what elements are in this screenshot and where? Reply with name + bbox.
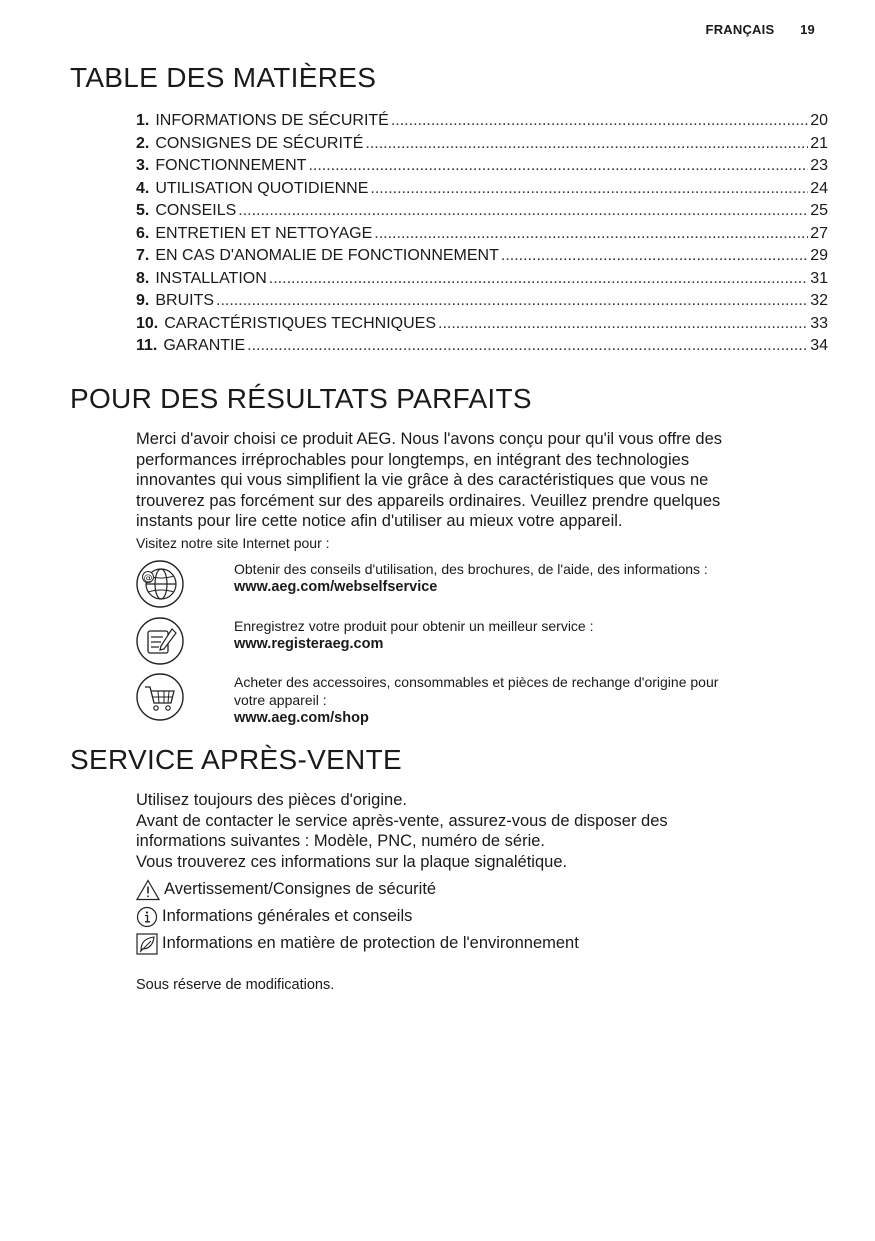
leaf-icon [136,933,158,955]
toc-title: BRUITS [155,292,215,309]
link-description: Obtenir des conseils d'utilisation, des brochures, de l'aide, des informations : [234,561,708,577]
service-section [136,790,826,993]
toc-title: ENTRETIEN ET NETTOYAGE [155,224,373,242]
toc-page: 27 [810,224,828,242]
toc-title: CARACTÉRISTIQUES TECHNIQUES [164,314,436,332]
info-icon [136,906,158,928]
toc-leader [438,313,808,336]
visit-text: Visitez notre site Internet pour : [136,534,330,551]
toc-leader [247,335,808,358]
toc-row[interactable] [136,178,828,201]
warning-icon [136,879,160,901]
legend-info [136,903,826,930]
toc-row[interactable] [136,290,828,313]
svg-text:@: @ [143,573,153,584]
toc-row[interactable] [136,155,828,178]
toc-page: 23 [810,157,828,174]
toc-page: 25 [810,202,828,219]
toc-row[interactable] [136,223,828,246]
legend-text: Informations générales et conseils [162,907,413,925]
toc-page: 29 [810,247,828,264]
results-section [136,429,826,726]
toc-leader [365,133,808,156]
service-heading: SERVICE APRÈS-VENTE [70,744,402,775]
modification-note: Sous réserve de modifications. [136,977,335,993]
intro-line: performances irréprochables pour longtemps, en intégrant des technologies [136,450,690,469]
toc-number: 4. [136,179,150,197]
toc-title: EN CAS D'ANOMALIE DE FONCTIONNEMENT [155,247,499,264]
toc-page: 34 [810,337,828,354]
link-url[interactable]: www.aeg.com/shop [234,710,369,726]
link-text-block [234,617,824,653]
toc-page: 20 [810,112,828,129]
toc-leader [308,155,808,178]
toc-number: 8. [136,269,150,287]
intro-paragraph [136,429,826,532]
toc-page: 21 [810,134,828,152]
toc-number: 3. [136,157,150,174]
language-label: FRANÇAIS [705,22,775,37]
toc-page: 31 [810,269,828,287]
intro-line: Merci d'avoir choisi ce produit AEG. Nous l'avons conçu pour qu'il vous offre des [136,430,723,448]
toc-leader [269,268,808,291]
intro-line: innovantes qui vous simplifient la vie grâce à des caractéristiques que vous ne [136,471,709,489]
legend-text: Avertissement/Consignes de sécurité [164,880,437,898]
toc-leader [501,245,808,268]
register-icon [136,617,184,665]
toc-number: 1. [136,112,150,129]
toc-row[interactable] [136,313,828,336]
service-line: Vous trouverez ces informations sur la plaque signalétique. [136,852,568,871]
globe-icon [136,560,184,608]
toc-number: 7. [136,247,150,264]
toc-page: 33 [810,314,828,332]
results-heading: POUR DES RÉSULTATS PARFAITS [70,383,532,414]
link-description: votre appareil : [234,692,327,708]
intro-line: instants pour lire cette notice afin d'utiliser au mieux votre appareil. [136,512,623,530]
toc-row[interactable] [136,133,828,156]
toc-number: 2. [136,134,150,152]
toc-row[interactable] [136,335,828,358]
toc-page: 32 [810,292,828,309]
service-line: informations suivantes : Modèle, PNC, numéro de série. [136,832,546,850]
link-description: Acheter des accessoires, consommables et pièces de rechange d'origine pour [234,674,719,690]
toc-number: 9. [136,292,150,309]
toc-title: FONCTIONNEMENT [155,157,307,174]
link-description: Enregistrez votre produit pour obtenir un meilleur service : [234,618,594,634]
service-line: Utilisez toujours des pièces d'origine. [136,791,407,809]
toc-page: 24 [810,179,828,197]
cart-icon [136,673,184,721]
toc-number: 5. [136,202,150,219]
toc-title: INFORMATIONS DE SÉCURITÉ [155,112,389,129]
legend-warning [136,876,826,903]
intro-line: trouverez pas forcément sur des appareils ordinaires. Veuillez prendre quelques [136,491,721,510]
link-url[interactable]: www.registeraeg.com [234,636,384,652]
toc-row[interactable] [136,200,828,223]
toc-title: UTILISATION QUOTIDIENNE [155,179,369,197]
toc-leader [391,110,808,133]
link-text-block [234,673,824,727]
link-url[interactable]: www.aeg.com/webselfservice [234,579,438,595]
toc-title: CONSEILS [155,202,237,219]
toc-row[interactable] [136,268,828,291]
table-of-contents [136,110,828,358]
toc-number: 11. [136,337,158,354]
toc-leader [238,200,808,223]
service-line: Avant de contacter le service après-vente, assurez-vous de disposer des [136,811,668,830]
toc-row[interactable] [136,245,828,268]
link-text-block [234,560,824,596]
toc-title: CONSIGNES DE SÉCURITÉ [155,134,364,152]
toc-title: GARANTIE [163,337,246,354]
toc-title: INSTALLATION [155,269,267,287]
legend-environment [136,930,826,957]
page-number: 19 [800,22,815,37]
toc-number: 6. [136,224,150,242]
toc-leader [370,178,808,201]
toc-number: 10. [136,314,159,332]
toc-leader [216,290,808,313]
toc-row[interactable] [136,110,828,133]
toc-leader [374,223,808,246]
toc-heading: TABLE DES MATIÈRES [70,62,377,93]
page-header [706,22,815,37]
legend-text: Informations en matière de protection de l'environnement [162,934,579,952]
